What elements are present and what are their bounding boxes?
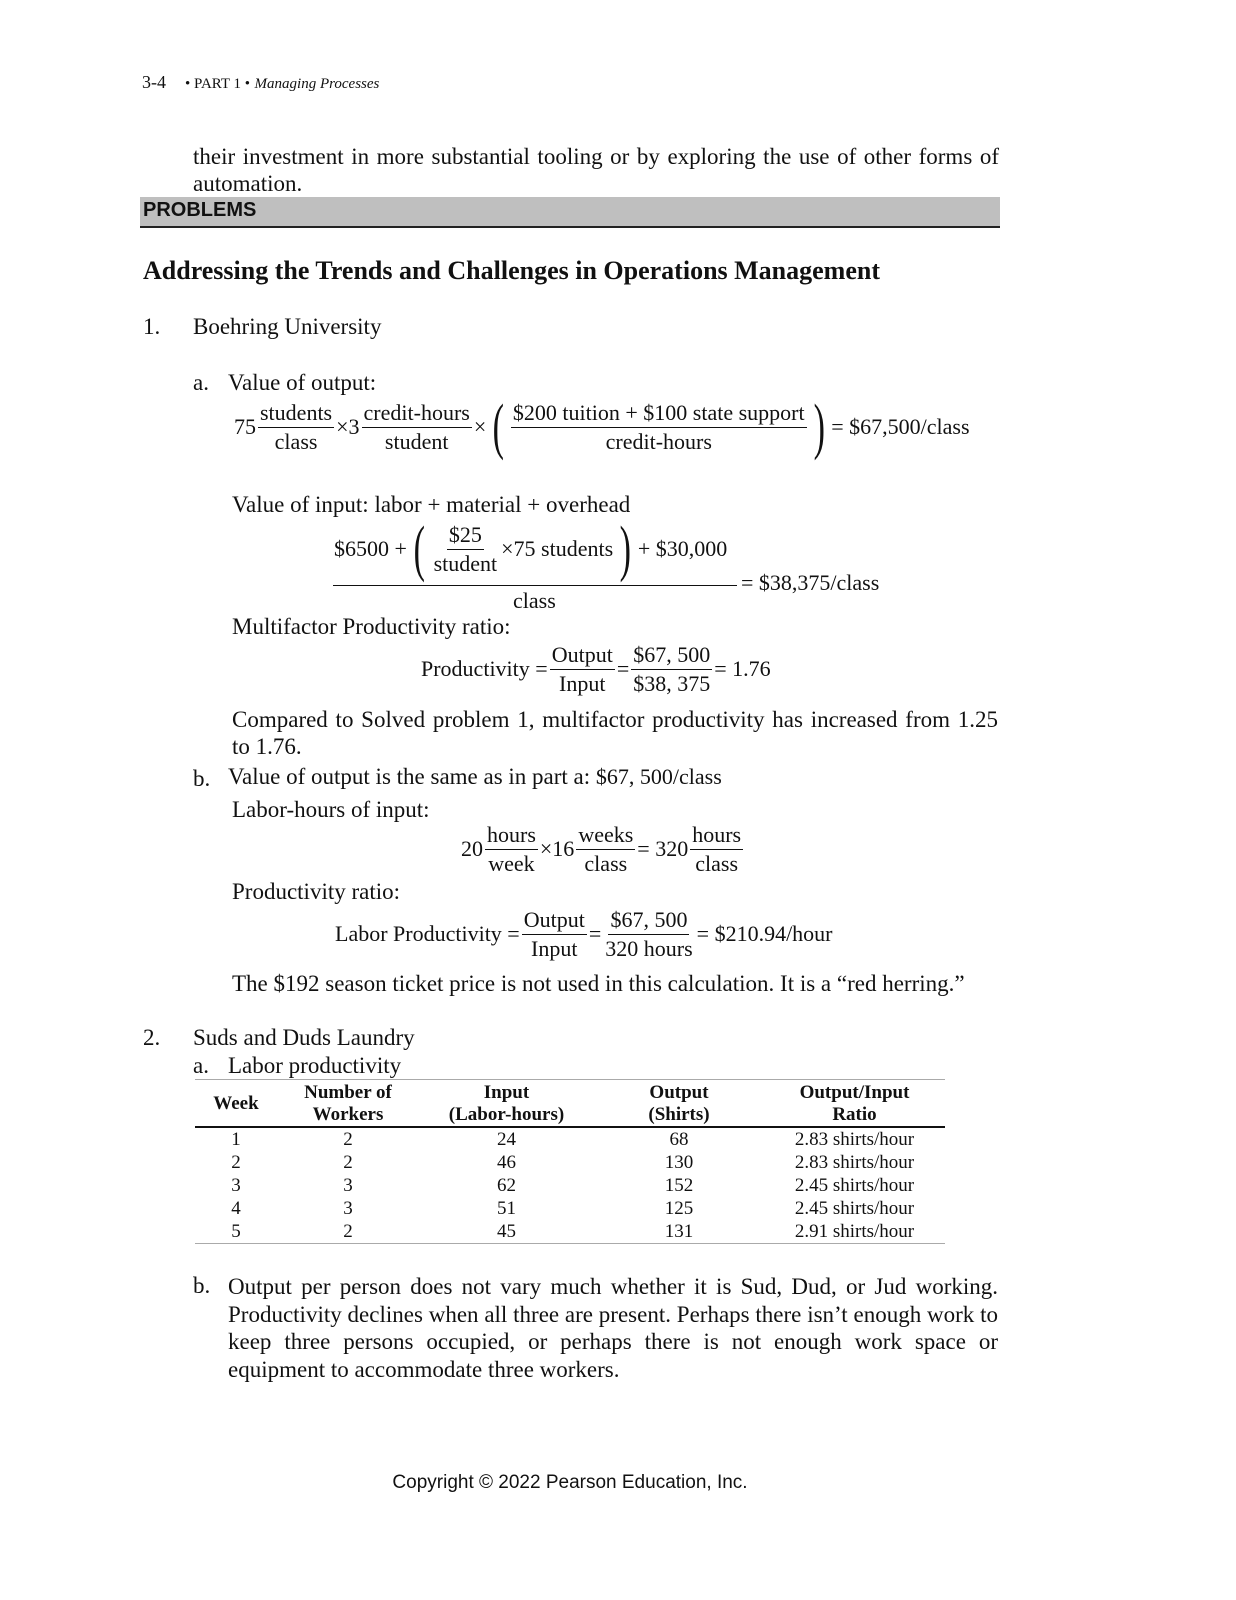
- eq3-f1-den: Input: [559, 670, 606, 696]
- section-bar: [140, 197, 1000, 228]
- eq4-f2-den: class: [584, 850, 628, 876]
- eq5-fraction-1: [522, 906, 587, 962]
- labor-hours-equation: [460, 821, 744, 877]
- eq5-equals: =: [588, 921, 602, 946]
- eq5-f1-den: Input: [531, 935, 578, 961]
- table-header: Output/Input Ratio: [799, 1082, 910, 1125]
- table-cell: 51: [497, 1198, 516, 1219]
- table-row: [195, 1151, 945, 1174]
- table-cell: 3: [343, 1198, 353, 1219]
- eq1-f2-num: credit-hours: [362, 399, 472, 428]
- eq2-mid: ×75 students: [501, 536, 614, 561]
- problem-1-title: Boehring University: [193, 314, 382, 339]
- eq2-fraction: [432, 521, 500, 577]
- eq4-c1: 20: [461, 836, 483, 861]
- eq5-label: Labor Productivity =: [335, 921, 520, 946]
- table-cell: 1: [231, 1129, 241, 1150]
- table-header: Number of Workers: [304, 1082, 392, 1125]
- eq2-f-num: $25: [447, 521, 484, 550]
- table-header: Output (Shirts): [648, 1082, 710, 1125]
- comparison-paragraph: Compared to Solved problem 1, multifactor productivity has increased from 1.25 to 1.76.: [232, 707, 998, 759]
- laundry-table-container: [195, 1079, 945, 1244]
- red-herring-note: The $192 season ticket price is not used in this calculation. It is a “red herring.”: [232, 971, 965, 996]
- table-row: [195, 1197, 945, 1220]
- eq1-times: ×: [473, 414, 487, 439]
- laundry-table: [195, 1079, 945, 1244]
- eq2-right: + $30,000: [637, 536, 728, 561]
- eq3-fraction-1: [550, 641, 615, 697]
- table-cell: 2: [343, 1152, 353, 1173]
- part-b-label: b.: [193, 766, 211, 791]
- table-cell: 2: [343, 1221, 353, 1242]
- eq4-fraction-1: [485, 821, 538, 877]
- table-cell: 131: [664, 1221, 694, 1242]
- table-cell: 130: [664, 1152, 694, 1173]
- eq2-f-den: student: [433, 550, 498, 576]
- problem-1-number: 1.: [143, 314, 161, 339]
- table-cell: 2: [343, 1129, 353, 1150]
- part-title: Managing Processes: [254, 76, 380, 92]
- table-cell: 2.83 shirts/hour: [794, 1129, 915, 1150]
- eq2-result: = $38,375/class: [741, 570, 880, 595]
- eq2-left: $6500 +: [334, 536, 407, 561]
- table-cell: 152: [664, 1175, 694, 1196]
- eq1-fraction-students: [258, 399, 334, 455]
- value-of-input-label: Value of input: labor + material + overhead: [232, 492, 631, 517]
- eq1-f3-den: credit-hours: [605, 428, 712, 454]
- productivity-equation: [420, 641, 772, 697]
- eq5-fraction-2: [603, 906, 694, 962]
- eq2-fraction-bar: [333, 585, 737, 586]
- eq1-f2-den: student: [384, 428, 449, 454]
- eq5-f1-num: Output: [522, 906, 587, 935]
- eq4-f1-den: week: [488, 850, 535, 876]
- table-cell: 62: [497, 1175, 516, 1196]
- table-cell: 46: [497, 1152, 516, 1173]
- eq1-fraction-credit-hours: [362, 399, 472, 455]
- mfp-label: Multifactor Productivity ratio:: [232, 614, 511, 639]
- page-header: [142, 72, 379, 93]
- table-cell: 45: [497, 1221, 516, 1242]
- eq3-equals: =: [616, 656, 630, 681]
- value-of-input-equation: [333, 515, 903, 618]
- eq3-fraction-2: [631, 641, 712, 697]
- problem-2-title: Suds and Duds Laundry: [193, 1025, 415, 1050]
- part-b-text: Value of output is the same as in part a:: [228, 764, 591, 789]
- eq1-result: = $67,500/class: [831, 414, 970, 439]
- table-cell: 2.45 shirts/hour: [794, 1198, 915, 1219]
- value-of-output-equation: [233, 393, 971, 461]
- table-cell: 5: [231, 1221, 241, 1242]
- labor-productivity-equation: [334, 906, 834, 962]
- eq5-result: = $210.94/hour: [696, 921, 833, 946]
- right-paren-icon: ): [619, 515, 632, 583]
- eq1-f3-num: $200 tuition + $100 state support: [511, 399, 807, 428]
- eq4-fraction-3: [690, 821, 743, 877]
- table-row: [195, 1220, 945, 1244]
- table-cell: 2.83 shirts/hour: [794, 1152, 915, 1173]
- section-heading: Addressing the Trends and Challenges in Operations Management: [143, 256, 881, 285]
- labor-hours-label: Labor-hours of input:: [232, 797, 430, 822]
- table-cell: 2.45 shirts/hour: [794, 1175, 915, 1196]
- eq4-f3-num: hours: [690, 821, 743, 850]
- part-label: • PART 1 •: [185, 76, 251, 92]
- part-a-label: a.: [193, 370, 209, 395]
- left-paren-icon: (: [413, 515, 425, 583]
- eq1-coefficient: 75: [234, 414, 256, 439]
- section-bar-label: PROBLEMS: [143, 199, 257, 221]
- eq3-f2-num: $67, 500: [631, 641, 712, 670]
- eq4-fraction-2: [576, 821, 635, 877]
- table-header: Input (Labor-hours): [448, 1082, 565, 1125]
- table-cell: 3: [231, 1175, 241, 1196]
- problem-2-number: 2.: [143, 1025, 161, 1050]
- table-cell: 68: [669, 1129, 689, 1150]
- eq3-f1-num: Output: [550, 641, 615, 670]
- table-cell: 3: [343, 1175, 353, 1196]
- problem-2-part-a-text: Labor productivity: [228, 1053, 402, 1078]
- problem-2-part-b-text: Output per person does not vary much whether it is Sud, Dud, or Jud working. Productivity declines when all three are present. Perhaps there isn’t enough work to keep three persons occupied, or perhaps there is not enough work space or equipment to accommodate three workers.: [228, 1274, 998, 1382]
- table-cell: 2: [231, 1152, 241, 1173]
- left-paren-icon: (: [492, 393, 505, 461]
- eq3-f2-den: $38, 375: [633, 670, 711, 696]
- page-number: 3-4: [142, 72, 166, 92]
- intro-paragraph: their investment in more substantial tooling or by exploring the use of other forms of automation.: [193, 144, 999, 196]
- eq3-result: = 1.76: [714, 656, 771, 681]
- part-a-text: Value of output:: [228, 370, 377, 395]
- table-cell: 125: [664, 1198, 694, 1219]
- eq4-f1-num: hours: [485, 821, 538, 850]
- eq5-f2-num: $67, 500: [608, 906, 689, 935]
- problem-2-part-a-label: a.: [193, 1053, 209, 1078]
- part-b-line: [228, 764, 722, 790]
- eq4-f3-den: class: [695, 850, 739, 876]
- eq1-fraction-tuition: [511, 399, 807, 455]
- table-cell: 4: [231, 1198, 241, 1219]
- table-header-row: [195, 1080, 945, 1128]
- eq4-c3: = 320: [637, 836, 689, 861]
- table-row: [195, 1174, 945, 1197]
- productivity-ratio-label: Productivity ratio:: [232, 879, 401, 904]
- table-cell: 2.91 shirts/hour: [794, 1221, 915, 1242]
- table-row: [195, 1127, 945, 1151]
- eq5-f2-den: 320 hours: [605, 935, 693, 961]
- copyright-footer: Copyright © 2022 Pearson Education, Inc.: [392, 1472, 748, 1493]
- eq1-multiplier: ×3: [336, 414, 360, 439]
- problem-2-part-b-label: b.: [193, 1273, 211, 1298]
- eq4-f2-num: weeks: [576, 821, 635, 850]
- eq4-c2: ×16: [539, 836, 575, 861]
- eq2-denominator: class: [513, 588, 556, 613]
- eq1-f1-den: class: [274, 428, 318, 454]
- eq1-f1-num: students: [258, 399, 334, 428]
- eq3-label: Productivity =: [421, 656, 548, 681]
- table-cell: 24: [497, 1129, 516, 1150]
- table-header: Week: [213, 1093, 259, 1114]
- part-b-value: $67, 500/class: [595, 764, 722, 789]
- right-paren-icon: ): [813, 393, 825, 461]
